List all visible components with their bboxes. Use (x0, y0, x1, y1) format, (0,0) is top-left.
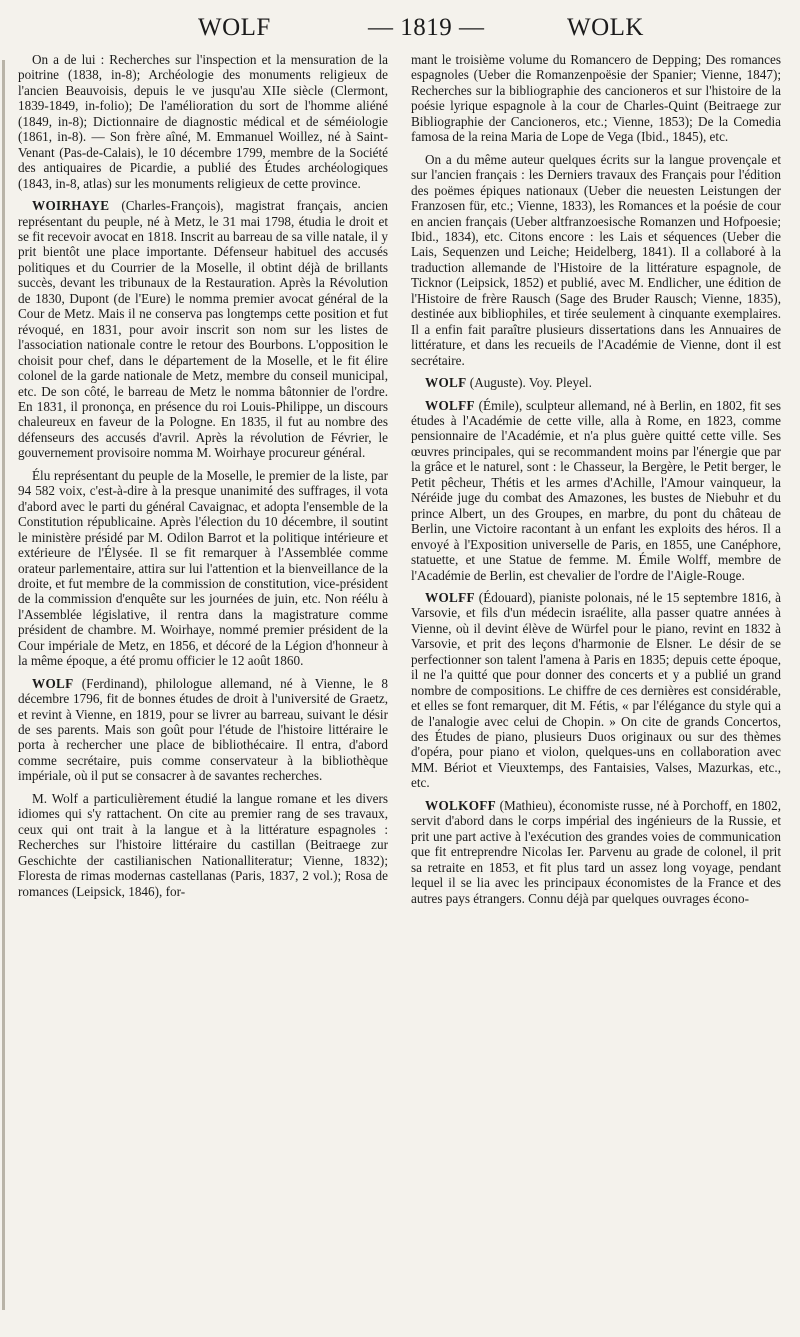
entry-headword: WOLFF (425, 397, 475, 413)
entry-paragraph (18, 468, 388, 669)
entry-paragraph (411, 152, 781, 368)
paragraph-text: (Émile), sculpteur allemand, né à Berlin, en 1802, fit ses études à l'Académie de cette ville, alla à Rome, en 1823, comme pensionnaire de l'Académie, et n'a plus guère quitté cette ville. Ses œuvres principales, qui se recommandent moins par l'énergie que par la grâce et le naturel, sont : le Chasseur, la Bergère, le Petit berger, le Petit pêcheur, Thétis et les armes d'Achille, l'Amour vainqueur, la Néréide juge du combat des Amazones, les bustes de Niebuhr et du prince Albert, un des Groupes, en marbre, du pont du château de Berlin, une Victoire racontant à un enfant les exploits des héros. Il a envoyé à l'Exposition universelle de Paris, en 1855, une Canéphore, statuette, et une Statue de femme. M. Émile Wolff, membre de l'Académie de Berlin, est chevalier de l'ordre de l'Aigle-Rouge. (411, 397, 781, 583)
paragraph-text: (Mathieu), économiste russe, né à Porchoff, en 1802, servit d'abord dans le corps impérial des ingénieurs de la Russie, et prit une part active à l'exécution des grandes voies de communication que fit entreprendre Nicolas Ier. Parvenu au grade de colonel, il prit sa retraite en 1853, et fit plus tard un assez long voyage, pendant lequel il se lia avec les principaux économistes de la France et des autres pays étrangers. Connu déjà par quelques ouvrages écono- (411, 797, 781, 906)
header-left-word: WOLF (198, 14, 271, 41)
paragraph-text: On a de lui : Recherches sur l'inspection et la mensuration de la poitrine (1838, in-8); Archéologie des monuments religieux de l'ancien Beauvoisis, depuis le ve jusqu'au XIIe siècle (Clermont, 1839-1849, in-folio); De l'amélioration du sort de l'homme aliéné (1849, in-8); Dictionnaire de diagnostic médical et de séméiologie (1861, in-8). — Son frère aîné, M. Emmanuel Woillez, né à Saint-Venant (Pas-de-Calais), le 10 décembre 1799, membre de la Société des antiquaires de Picardie, a publié des Études archéologiques (1843, in-8, atlas) sur les monuments religieux de cette province. (18, 52, 388, 191)
entry-wolf-ferdinand (18, 676, 388, 784)
page-header (0, 14, 800, 48)
entry-woirhaye (18, 198, 388, 461)
page-edge-shadow (2, 60, 5, 1310)
entry-wolf-auguste (411, 375, 781, 390)
entry-paragraph (18, 52, 388, 191)
entry-headword: WOLF (32, 675, 74, 691)
entry-paragraph (18, 791, 388, 899)
entry-wolkoff (411, 798, 781, 906)
paragraph-text: M. Wolf a particulièrement étudié la langue romane et les divers idiomes qui s'y rattachent. On cite au premier rang de ses travaux, ceux qui ont trait à la langue et à la littérature espagnoles : Recherches sur l'histoire littéraire du castillan (Beitraege zur Geschichte der castilianischen Nationalliteratur; Vienne, 1832); Floresta de rimas modernas castellanas (Paris, 1837, 2 vol.); Rosa de romances (Leipsick, 1846), for- (18, 790, 388, 899)
entry-headword: WOLKOFF (425, 797, 496, 813)
page-number: — 1819 — (368, 14, 485, 41)
paragraph-text: (Édouard), pianiste polonais, né le 15 septembre 1816, à Varsovie, et fils d'un médecin israélite, alla passer quatre années à Vienne, où il devint élève de Würfel pour le piano, revint en 1832 à Varsovie, et prit des leçons d'harmonie de Elsner. Le désir de se perfectionner son talent l'amena à Paris en 1835; depuis cette époque, il ne l'a quitté que pour donner des concerts et y a publié un grand nombre de compositions. Le chiffre de ces dernières est considérable, et elles se font remarquer, dit M. Fétis, « par l'élégance du style qui a de l'analogie avec celui de Chopin. » On cite de grands Concertos, des Études de piano, plusieurs Duos originaux ou sur des thèmes d'opéra, pour piano et violon, quelques-uns en collaboration avec MM. Bériot et Vieuxtemps, des Fantaisies, Valses, Mazurkas, etc., etc. (411, 589, 781, 791)
header-right-word: WOLK (567, 14, 644, 41)
paragraph-text: (Ferdinand), philologue allemand, né à Vienne, le 8 décembre 1796, fit de bonnes études de droit à l'université de Graetz, et revint à Vienne, en 1819, pour se livrer au barreau, suivant le désir de ses parents. Mais son goût pour l'étude de l'histoire littéraire le porta à rechercher une place de bibliothécaire. Il entra, d'abord comme secrétaire, puis comme conservateur à la bibliothèque impériale, où il put se consacrer à de savantes recherches. (18, 675, 388, 784)
entry-paragraph (411, 52, 781, 145)
entry-headword: WOLF (425, 375, 467, 391)
entry-headword: WOIRHAYE (32, 198, 110, 214)
paragraph-text: mant le troisième volume du Romancero de Depping; Des romances espagnoles (Ueber die Romanzenpoësie der Spanier; Vienne, 1847); Recherches sur la bibliographie des cancioneros et sur l'histoire de la poésie lyrique espagnole à la cour de Charles-Quint (Beitraege zur Bibliographie der Cancioneros, etc.; Vienne, 1853); De la Comedia famosa de la reina Maria de Lope de Vega (Ibid., 1845), etc. (411, 52, 781, 145)
right-column (411, 52, 781, 1320)
left-column (18, 52, 388, 1320)
paragraph-text: (Charles-François), magistrat français, ancien représentant du peuple, né à Metz, le 31 mai 1798, étudia le droit et se fit recevoir avocat en 1818. Inscrit au barreau de sa ville natale, il y prit bientôt une place importante. Défenseur habituel des accusés politiques et du Courrier de la Moselle, il obtint déjà de brillants succès, devant les tribunaux de la Restauration. Après la Révolution de 1830, Dupont (de l'Eure) le nomma premier avocat général de la Cour de Metz. Mais il ne conserva pas longtemps cette position et fut révoqué, en 1831, pour avoir inscrit son nom sur les listes de l'association nationale contre le retour des Bourbons. L'opposition le choisit pour chef, dans le département de la Moselle, et le fit élire colonel de la garde nationale de Metz, membre du conseil municipal, etc. De son côté, le barreau de Metz le nomma bâtonnier de l'ordre. En 1831, il prononça, en présence du roi Louis-Philippe, un discours chaleureux en faveur de la Pologne. En 1835, il fut au nombre des défenseurs des accusés d'avril. Après la révolution de Février, le gouvernement provisoire nomma M. Woirhaye procureur général. (18, 198, 388, 461)
paragraph-text: (Auguste). Voy. Pleyel. (466, 375, 592, 391)
entry-wolff-emile (411, 398, 781, 583)
entry-headword: WOLFF (425, 589, 475, 605)
paragraph-text: On a du même auteur quelques écrits sur la langue provençale et sur l'ancien français : les Derniers travaux des Français pour l'édition des poëmes épiques nationaux (Ueber die neuesten Leistungen der Franzosen für, etc.; Vienne, 1833), les Romances et la poésie de cour en ancien français (Ueber altfranzoesische Romanzen und Hofpoesie; Ibid., 1834), etc. Citons encore : les Lais et séquences (Ueber die Lais, Sequenzen und Leiche; Heidelberg, 1841). Il a collaboré à la traduction allemande de l'Histoire de la littérature espagnole, de Ticknor (Leipsick, 1852) et publié, avec M. Endlicher, une édition de l'Histoire de frère Rausch (Sage des Bruder Rausch; Vienne, 1835), destinée aux bibliophiles, et tirée seulement à cinquante exemplaires. Il a enfin fait paraître plusieurs dissertations dans les Annuaires de littérature, et dans les recueils de l'Académie de Vienne, dont il est secrétaire. (411, 151, 781, 368)
paragraph-text: Élu représentant du peuple de la Moselle, le premier de la liste, par 94 582 voix, c'est-à-dire à la presque unanimité des suffrages, il vota d'abord avec le parti du général Cavaignac, et adopta l'ensemble de la Constitution républicaine. Après l'élection du 10 décembre, il soutint le ministère présidé par M. Odilon Barrot et la politique intérieure et extérieure de l'Élysée. Il se fit remarquer à l'Assemblée comme orateur parlementaire, attira sur lui l'attention et la bienveillance de la droite, et fut membre de la commission de constitution, vice-président de la commission d'enquête sur les journées de juin, etc. Non réélu à l'Assemblée législative, il rentra dans la magistrature comme président de chambre. M. Woirhaye, nommé premier président de la Cour impériale de Metz, en 1856, et décoré de la Légion d'honneur à la même époque, a été promu officier le 12 août 1860. (18, 467, 388, 669)
entry-wolff-edouard (411, 590, 781, 791)
